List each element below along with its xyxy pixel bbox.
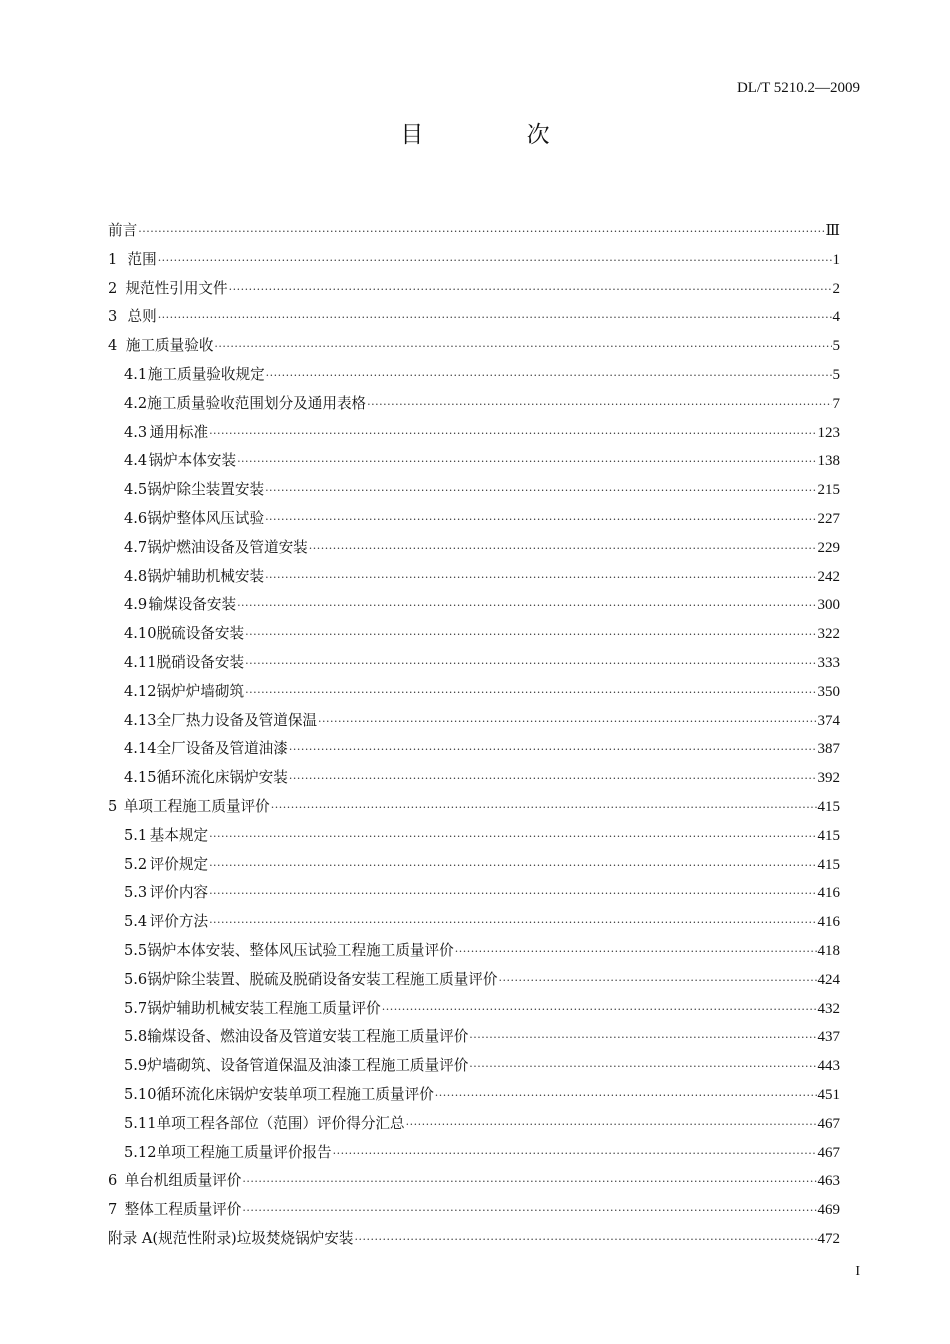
dot-leader xyxy=(265,506,816,535)
dot-leader xyxy=(309,535,817,564)
toc-entry-page: 5 xyxy=(832,338,840,355)
toc-entry-page: 467 xyxy=(817,1144,840,1161)
toc-entry[interactable] xyxy=(108,361,840,390)
toc-entry-number: 4.9 xyxy=(124,596,148,614)
toc-entry[interactable] xyxy=(108,419,840,448)
dot-leader xyxy=(209,420,816,449)
toc-entry-label: 总则 xyxy=(127,308,157,326)
toc-entry-label: 规范性引用文件 xyxy=(125,279,228,297)
toc-entry-page: 467 xyxy=(817,1115,840,1132)
toc-entry-page: 387 xyxy=(817,741,840,758)
toc-entry-label: 评价方法 xyxy=(149,913,209,931)
toc-entry[interactable] xyxy=(108,1110,840,1139)
toc-entry-label: 施工质量验收 xyxy=(125,337,214,355)
toc-entry-label: 炉墙砌筑、设备管道保温及油漆工程施工质量评价 xyxy=(147,1057,469,1075)
toc-entry-label: 锅炉本体安装 xyxy=(148,452,237,470)
toc-entry-number: 5.4 xyxy=(124,913,148,931)
table-of-contents xyxy=(108,217,840,1254)
toc-entry-page: 443 xyxy=(817,1058,840,1075)
dot-leader xyxy=(289,765,817,794)
toc-entry-page: 437 xyxy=(817,1029,840,1046)
toc-entry-page: 1 xyxy=(832,251,840,268)
toc-entry-label: 锅炉整体风压试验 xyxy=(147,509,265,527)
toc-entry-number: 5.10 xyxy=(124,1085,157,1103)
dot-leader xyxy=(435,1082,817,1111)
toc-entry-label: 锅炉除尘装置安装 xyxy=(147,481,265,499)
page-number: I xyxy=(855,1264,860,1279)
toc-entry-label: 锅炉辅助机械安装 xyxy=(147,567,265,585)
toc-entry-page: 322 xyxy=(817,626,840,643)
toc-entry-page: 418 xyxy=(817,942,840,959)
dot-leader xyxy=(209,852,816,881)
dot-leader xyxy=(209,880,816,909)
toc-entry-number: 5.1 xyxy=(124,826,148,844)
toc-entry[interactable] xyxy=(108,995,840,1024)
dot-leader xyxy=(266,362,832,391)
toc-entry-label: 循环流化床锅炉安装单项工程施工质量评价 xyxy=(156,1085,434,1103)
toc-entry-number: 4.8 xyxy=(124,567,148,585)
toc-entry-page: 2 xyxy=(832,280,840,297)
toc-entry-page: 333 xyxy=(817,654,840,671)
dot-leader xyxy=(242,1168,816,1197)
dot-leader xyxy=(271,794,817,823)
toc-entry-page: 300 xyxy=(817,597,840,614)
standard-code: DL/T 5210.2—2009 xyxy=(736,80,860,96)
toc-entry-number: 附录 A xyxy=(108,1229,153,1247)
toc-entry-label: 施工质量验收规定 xyxy=(147,365,265,383)
dot-leader xyxy=(237,448,816,477)
toc-entry-page: 463 xyxy=(817,1173,840,1190)
toc-entry[interactable] xyxy=(108,591,840,620)
toc-entry-page: 215 xyxy=(817,482,840,499)
toc-entry-number: 5.12 xyxy=(124,1143,157,1161)
toc-entry-page: 242 xyxy=(817,568,840,585)
toc-entry-label: 输煤设备安装 xyxy=(148,596,237,614)
dot-leader xyxy=(209,909,816,938)
toc-entry-number: 4.2 xyxy=(124,394,148,412)
toc-entry-number: 7 xyxy=(108,1201,118,1219)
toc-entry-page: 123 xyxy=(817,424,840,441)
toc-entry[interactable] xyxy=(108,447,840,476)
dot-leader xyxy=(469,1024,816,1053)
toc-entry-label: 锅炉除尘装置、脱硫及脱硝设备安装工程施工质量评价 xyxy=(147,970,498,988)
toc-entry-number: 4.4 xyxy=(124,452,148,470)
toc-entry-number: 5 xyxy=(108,797,118,815)
toc-entry-label: 单项工程各部位（范围）评价得分汇总 xyxy=(156,1114,405,1132)
dot-leader xyxy=(209,823,816,852)
toc-entry[interactable] xyxy=(108,620,840,649)
toc-entry-page: 469 xyxy=(817,1202,840,1219)
toc-entry[interactable] xyxy=(108,822,840,851)
dot-leader xyxy=(138,218,824,247)
toc-entry-number: 5.6 xyxy=(124,970,148,988)
toc-entry[interactable] xyxy=(108,851,840,880)
toc-entry-number: 4.15 xyxy=(124,769,157,787)
toc-entry-number: 4.14 xyxy=(124,740,157,758)
toc-entry[interactable] xyxy=(108,275,840,304)
toc-entry[interactable] xyxy=(108,303,840,332)
toc-entry[interactable] xyxy=(108,1139,840,1168)
toc-entry-label: 脱硫设备安装 xyxy=(156,625,245,643)
toc-entry[interactable] xyxy=(108,678,840,707)
toc-entry[interactable] xyxy=(108,908,840,937)
toc-entry-number: 5.8 xyxy=(124,1028,148,1046)
toc-entry-page: 415 xyxy=(817,827,840,844)
toc-entry-label: 锅炉辅助机械安装工程施工质量评价 xyxy=(147,999,381,1017)
toc-entry-label: 单项工程施工质量评价 xyxy=(123,797,270,815)
toc-entry-number: 5.7 xyxy=(124,999,148,1017)
toc-entry[interactable] xyxy=(108,937,840,966)
toc-entry-page: 415 xyxy=(817,798,840,815)
dot-leader xyxy=(214,333,831,362)
toc-entry-label: 单项工程施工质量评价报告 xyxy=(156,1143,332,1161)
toc-entry-label: 锅炉炉墙砌筑 xyxy=(156,682,245,700)
toc-entry[interactable] xyxy=(108,764,840,793)
toc-entry[interactable] xyxy=(108,793,840,822)
toc-entry-page: 138 xyxy=(817,453,840,470)
toc-entry-label: 施工质量验收范围划分及通用表格 xyxy=(147,394,367,412)
toc-entry-page: 416 xyxy=(817,885,840,902)
dot-leader xyxy=(333,1140,817,1169)
page-title: 目 次 xyxy=(400,122,598,148)
dot-leader xyxy=(354,1226,816,1255)
toc-entry-page: 424 xyxy=(817,971,840,988)
toc-entry-page: 415 xyxy=(817,856,840,873)
toc-entry-label: 范围 xyxy=(127,250,157,268)
toc-entry[interactable] xyxy=(108,735,840,764)
dot-leader xyxy=(245,650,816,679)
toc-entry-label: 单台机组质量评价 xyxy=(124,1172,242,1190)
toc-entry-label: 脱硝设备安装 xyxy=(156,653,245,671)
dot-leader xyxy=(382,996,817,1025)
toc-entry-label: 前言 xyxy=(108,222,138,239)
dot-leader xyxy=(245,621,816,650)
toc-entry-number: 5.3 xyxy=(124,884,148,902)
toc-entry-number: 5.9 xyxy=(124,1057,148,1075)
toc-entry-label: 全厂热力设备及管道保温 xyxy=(156,711,318,729)
toc-entry[interactable] xyxy=(108,563,840,592)
toc-entry-label: 循环流化床锅炉安装 xyxy=(156,769,288,787)
toc-entry-label: 锅炉本体安装、整体风压试验工程施工质量评价 xyxy=(147,941,454,959)
dot-leader xyxy=(455,938,817,967)
dot-leader xyxy=(318,708,816,737)
toc-entry[interactable] xyxy=(108,1196,840,1225)
toc-entry-page: 392 xyxy=(817,770,840,787)
toc-entry-number: 5.5 xyxy=(124,941,148,959)
toc-entry-label: 整体工程质量评价 xyxy=(124,1201,242,1219)
toc-entry-number: 4.1 xyxy=(124,365,148,383)
dot-leader xyxy=(469,1053,816,1082)
toc-entry-number: 5.2 xyxy=(124,855,148,873)
toc-entry[interactable] xyxy=(108,649,840,678)
toc-entry-label: (规范性附录)垃圾焚烧锅炉安装 xyxy=(152,1229,354,1247)
toc-entry-page: 5 xyxy=(832,366,840,383)
toc-entry-number: 4.10 xyxy=(124,625,157,643)
toc-entry-number: 1 xyxy=(108,250,118,268)
dot-leader xyxy=(158,304,832,333)
dot-leader xyxy=(242,1197,816,1226)
dot-leader xyxy=(237,592,816,621)
toc-entry-page: 451 xyxy=(817,1086,840,1103)
dot-leader xyxy=(367,391,831,420)
dot-leader xyxy=(245,679,816,708)
toc-entry[interactable] xyxy=(108,1225,840,1254)
toc-entry-page: Ⅲ xyxy=(825,223,840,239)
toc-entry-label: 评价内容 xyxy=(149,884,209,902)
toc-entry-number: 6 xyxy=(108,1172,118,1190)
toc-entry-page: 416 xyxy=(817,914,840,931)
toc-entry-label: 基本规定 xyxy=(149,826,209,844)
toc-entry[interactable] xyxy=(108,1052,840,1081)
toc-entry[interactable] xyxy=(108,966,840,995)
toc-entry-page: 350 xyxy=(817,683,840,700)
dot-leader xyxy=(265,564,816,593)
toc-entry[interactable] xyxy=(108,534,840,563)
toc-entry-number: 4.12 xyxy=(124,682,157,700)
dot-leader xyxy=(289,736,817,765)
toc-entry[interactable] xyxy=(108,1167,840,1196)
toc-entry-number: 4.7 xyxy=(124,538,148,556)
toc-entry-page: 229 xyxy=(817,539,840,556)
toc-entry[interactable] xyxy=(108,390,840,419)
toc-entry-label: 评价规定 xyxy=(149,855,209,873)
toc-entry-page: 227 xyxy=(817,510,840,527)
toc-entry-page: 4 xyxy=(832,309,840,326)
toc-entry[interactable] xyxy=(108,476,840,505)
toc-entry-number: 4.13 xyxy=(124,711,157,729)
toc-entry[interactable] xyxy=(108,1023,840,1052)
toc-entry[interactable] xyxy=(108,217,840,246)
toc-entry-label: 通用标准 xyxy=(149,423,209,441)
toc-entry[interactable] xyxy=(108,332,840,361)
toc-entry-page: 472 xyxy=(817,1230,840,1247)
toc-entry-number: 2 xyxy=(108,279,118,297)
toc-entry-page: 374 xyxy=(817,712,840,729)
toc-entry-label: 输煤设备、燃油设备及管道安装工程施工质量评价 xyxy=(147,1028,469,1046)
dot-leader xyxy=(265,477,816,506)
toc-entry-label: 全厂设备及管道油漆 xyxy=(156,740,288,758)
toc-entry-number: 5.11 xyxy=(124,1114,157,1132)
toc-entry-number: 4 xyxy=(108,337,118,355)
toc-entry[interactable] xyxy=(108,505,840,534)
toc-entry-page: 432 xyxy=(817,1000,840,1017)
dot-leader xyxy=(229,276,832,305)
toc-entry[interactable] xyxy=(108,707,840,736)
dot-leader xyxy=(406,1111,817,1140)
toc-entry-number: 3 xyxy=(108,308,118,326)
toc-entry-label: 锅炉燃油设备及管道安装 xyxy=(147,538,308,556)
toc-entry-number: 4.6 xyxy=(124,509,148,527)
toc-entry[interactable] xyxy=(108,246,840,275)
toc-entry-number: 4.3 xyxy=(124,423,148,441)
toc-entry[interactable] xyxy=(108,879,840,908)
dot-leader xyxy=(498,967,816,996)
toc-entry-page: 7 xyxy=(832,395,840,412)
toc-entry-number: 4.11 xyxy=(124,653,157,671)
toc-entry[interactable] xyxy=(108,1081,840,1110)
dot-leader xyxy=(158,247,832,276)
toc-entry-number: 4.5 xyxy=(124,481,148,499)
